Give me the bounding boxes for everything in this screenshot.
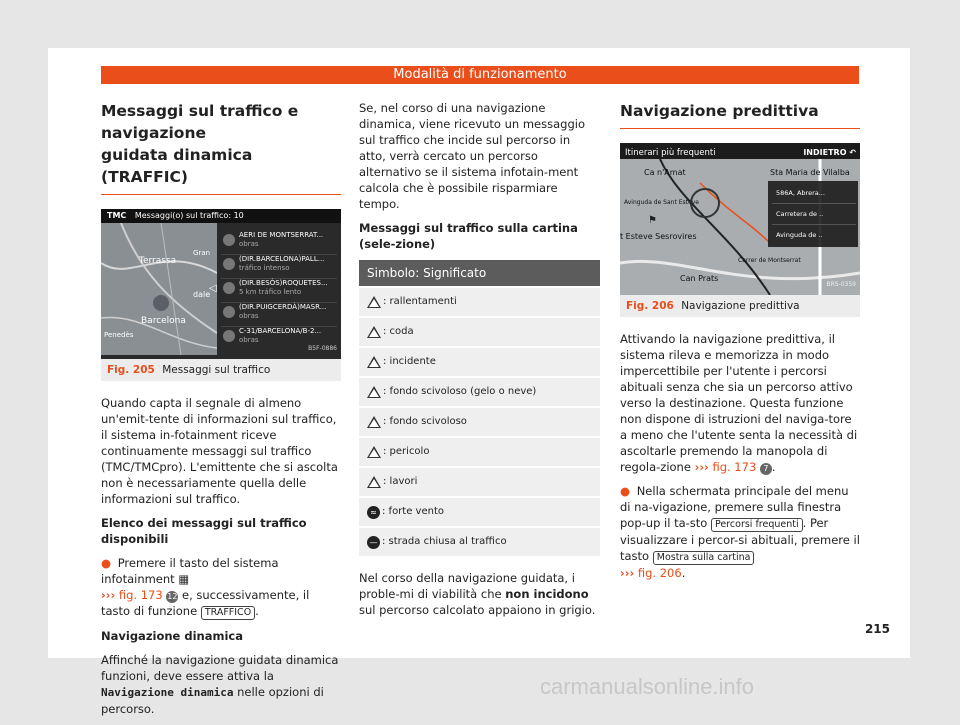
heading-rule	[620, 128, 860, 129]
column-left	[101, 100, 341, 725]
list-item[interactable]: (DIR.BESÒS)ROQUETES... 5 km tráfico lento	[221, 279, 337, 303]
accident-icon	[367, 356, 381, 368]
infotainment-key-icon: ▦	[178, 572, 190, 586]
list-item[interactable]: (DIR.BARCELONA)PALL... tráfico intenso	[221, 255, 337, 279]
section-heading-predictive: Navigazione predittiva	[620, 102, 819, 120]
queue-icon	[367, 326, 381, 338]
column-middle	[359, 100, 600, 626]
bullet-paragraph: ● Nella schermata principale del menu di na-vigazione, premere sulla finestra pop-up il ta-sto Percorsi frequenti . Per visualizzare i percor-si abituali, premere il tasto Mostra sulla cartina ››› fig. 206.	[620, 484, 860, 580]
section-heading-traffic: Messaggi sul traffico e navigazione guidata dinamica (TRAFFIC)	[101, 102, 299, 186]
traffic-message-list	[221, 231, 337, 350]
symbol-table	[359, 260, 600, 556]
back-arrow-icon: ↶	[849, 148, 856, 157]
chapter-header: Modalità di funzionamento	[101, 66, 859, 84]
slowdown-icon	[367, 296, 381, 308]
table-row: : pericolo	[359, 436, 600, 466]
paragraph: Quando capta il segnale di almeno un'emit-tente di informazioni sul traffico, il sistema in-fotainment riceve continuamente messaggi sul traffico (TMC/TMCpro). L'emittente che si ascolta non è necessariamente quella delle informazioni sul traffico.	[101, 396, 338, 506]
figure-caption: Fig. 206 Navigazione predittiva	[620, 295, 860, 317]
figure-reference[interactable]: fig. 206	[637, 566, 682, 580]
callout-number: 7	[760, 463, 772, 475]
roadworks-icon	[223, 234, 235, 246]
back-button[interactable]: INDIETRO ↶	[803, 148, 856, 157]
figure-reference[interactable]: fig. 173	[712, 460, 757, 474]
roadworks-icon	[223, 306, 235, 318]
list-item[interactable]: 586A, Abrera...	[772, 183, 856, 204]
screen-topbar: TMC Messaggi(o) sul traffico: 10	[101, 209, 341, 223]
figure-caption: Fig. 205 Messaggi sul traffico	[101, 359, 341, 381]
list-item[interactable]: (DIR.PUIGCERDÀ)MASR... obras	[221, 303, 337, 327]
bullet-icon: ●	[101, 556, 112, 570]
table-row: : fondo scivoloso (gelo o neve)	[359, 376, 600, 406]
heading-rule	[101, 194, 341, 195]
slippery-road-icon	[367, 416, 381, 428]
bullet-paragraph: ● Premere il tasto del sistema infotainment ▦ ››› fig. 173 12 e, successivamente, il tasto di funzione TRAFFICO .	[101, 556, 310, 618]
list-item[interactable]: Carretera de ..	[772, 204, 856, 225]
table-row: : fondo scivoloso	[359, 406, 600, 436]
table-row: : lavori	[359, 466, 600, 496]
paragraph: Attivando la navigazione predittiva, il sistema rileva e memorizza in modo impercettibile per l'utente i percorsi abituali senza che sia un percorso attivo verso la destinazione. Questa funzione non dispone di istruzioni del naviga-tore a meno che l'utente senta la necessità di ascoltarle premendo la manopola di regola-zione ››› fig. 173 7 .	[620, 332, 858, 474]
table-row: — : strada chiusa al traffico	[359, 526, 600, 556]
list-item[interactable]: Avinguda de ..	[776, 231, 823, 239]
slow-traffic-icon	[223, 282, 235, 294]
strong-wind-icon: ≈	[367, 506, 380, 519]
destination-flag-icon: ⚑	[648, 215, 657, 226]
table-row: : coda	[359, 316, 600, 346]
subheading: Navigazione dinamica	[101, 629, 243, 643]
table-row: ≈ : forte vento	[359, 496, 600, 526]
ice-snow-icon	[367, 386, 381, 398]
roadworks-icon	[223, 330, 235, 342]
figure-reference[interactable]: fig. 173	[118, 588, 163, 602]
frequent-routes-list	[772, 183, 856, 245]
list-item[interactable]: AERI DE MONTSERRAT... obras	[221, 231, 337, 255]
watermark: carmanualsonline.info	[540, 674, 755, 699]
subheading: Messaggi sul traffico sulla cartina (sele-zione)	[359, 221, 578, 251]
callout-number: 12	[167, 592, 178, 601]
roadworks-icon	[367, 476, 381, 488]
list-item[interactable]: C-31/BARCELONA/B-2... obras	[221, 327, 337, 350]
paragraph: Se, nel corso di una navigazione dinamica, viene ricevuto un messaggio sul traffico che incide sul percorso in atto, verrà cercato un percorso alternativo se il sistema infotain-ment calcola che è possibile risparmiare tempo.	[359, 101, 585, 211]
heavy-traffic-icon	[223, 258, 235, 270]
column-right	[620, 100, 860, 589]
figure-predictive-navigation: Itinerari più frequenti INDIETRO ↶ Ca n'Amat Sta Maria de Vilalba Avinguda de Sant Esteve t Esteve Sesrovires Carrer de Montserrat Can Prats ⚑ 586A, Abrera... Carretera de .. Avinguda de .. BRS-0359	[620, 143, 860, 295]
subheading: Elenco dei messaggi sul traffico disponibili	[101, 516, 307, 546]
road-closed-icon: —	[367, 536, 380, 549]
chevron-left-icon[interactable]: ◁	[209, 283, 217, 294]
traffico-function-key: TRAFFICO	[201, 606, 255, 620]
paragraph: Nel corso della navigazione guidata, i proble-mi di viabilità che non incidono sul percorso calcolato appaiono in grigio.	[359, 571, 596, 617]
page-number: 215	[864, 622, 890, 636]
table-header: Simbolo: Significato	[359, 260, 600, 286]
table-row: : rallentamenti	[359, 286, 600, 316]
percorsi-frequenti-key: Percorsi frequenti	[711, 518, 803, 532]
mostra-sulla-cartina-key: Mostra sulla cartina	[653, 551, 755, 565]
bullet-icon: ●	[620, 484, 631, 498]
table-row: : incidente	[359, 346, 600, 376]
paragraph: Affinché la navigazione guidata dinamica funzioni, deve essere attiva la Navigazione dinamica nelle opzioni di percorso.	[101, 653, 339, 716]
figure-traffic-messages: TMC Messaggi(o) sul traffico: 10 Terrassa Barcelona Penedès Gran dale ◁ AERI DE MONTSERRAT... obras (DIR.BARCELONA)PALL... tráfico intenso (DIR.BESÒS)ROQUETES... 5 km tráfico lento (DIR.PUIGCERDÀ)MASR... obras C-31/BARCELONA/B-2... obras B5F-0886	[101, 209, 341, 359]
danger-icon	[367, 446, 381, 458]
